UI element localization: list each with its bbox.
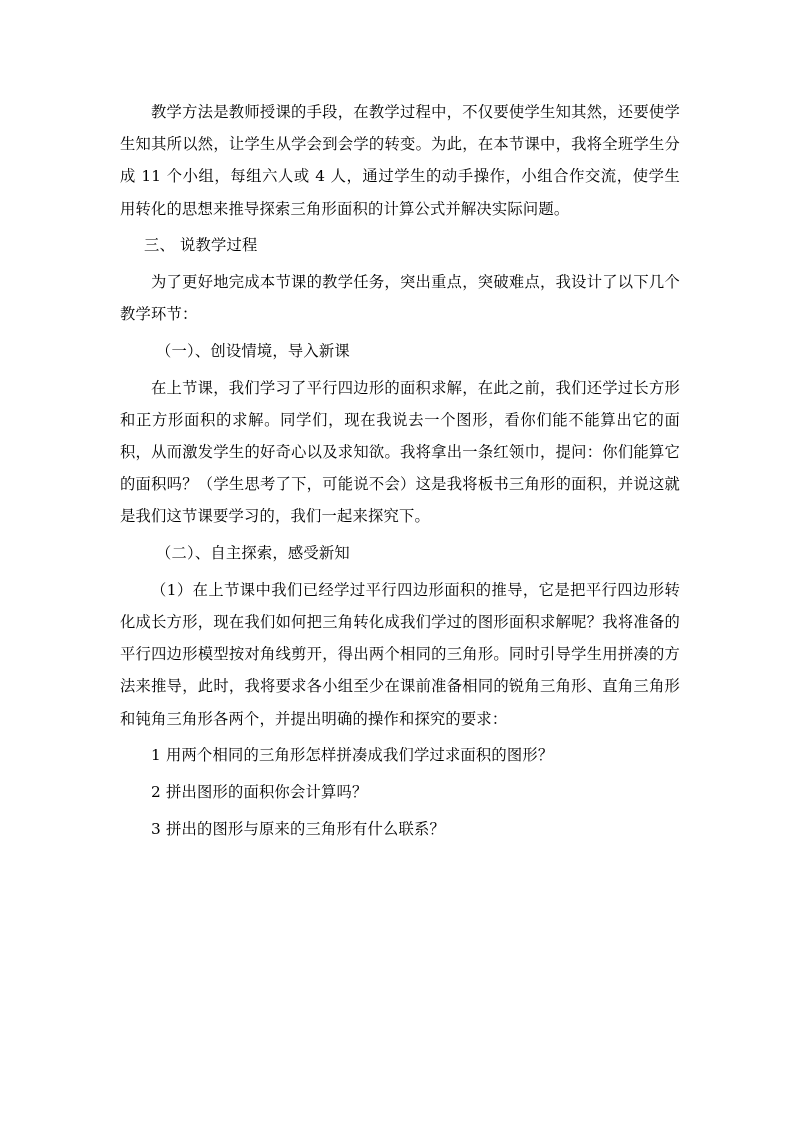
question-item-2: 2 拼出图形的面积你会计算吗？ [151, 783, 368, 802]
subheading-self-exploration: （二）、自主探索，感受新知 [156, 544, 350, 563]
paragraph-exploration-detail: （1）在上节课中我们已经学过平行四边形面积的推导，它是把平行四边形转化成长方形，现在我们如何把三角转化成我们学过的图形面积求解呢？我将准备的平行四边形模型按对角线剪开，得出两个相同的三角形。同时引导学生用拼凑的方法来推导，此时，我将要求各小组至少在课前准备相同的锐角三角形、直角三角形和钝角三角形各两个，并提出明确的操作和探究的要求： [120, 580, 680, 728]
subheading-create-scenario: （一）、创设情境，导入新课 [156, 341, 350, 360]
question-item-1: 1 用两个相同的三角形怎样拼凑成我们学过求面积的图形？ [151, 746, 554, 765]
section-heading-teaching-process: 三、 说教学过程 [144, 236, 258, 255]
paragraph-teaching-steps-intro: 为了更好地完成本节课的教学任务，突出重点，突破难点，我设计了以下几个教学环节： [120, 273, 680, 324]
paragraph-introduction: 在上节课，我们学习了平行四边形的面积求解，在此之前，我们还学过长方形和正方形面积的求解。同学们，现在我说去一个图形，看你们能不能算出它的面积，从而激发学生的好奇心以及求知欲。我将拿出一条红领巾，提问：你们能算它的面积吗？（学生思考了下，可能说不会）这是我将板书三角形的面积，并说这就是我们这节课要学习的，我们一起来探究下。 [120, 378, 680, 526]
document-page [120, 96, 680, 845]
question-item-3: 3 拼出的图形与原来的三角形有什么联系？ [151, 819, 445, 838]
paragraph-teaching-method: 教学方法是教师授课的手段，在教学过程中，不仅要使学生知其然，还要使学生知其所以然，让学生从学会到会学的转变。为此，在本节课中，我将全班学生分成 11 个小组，每组六人或 4 人，通过学生的动手操作，小组合作交流，使学生用转化的思想来推导探索三角形面积的计算公式并解决实际问题。 [120, 103, 680, 218]
